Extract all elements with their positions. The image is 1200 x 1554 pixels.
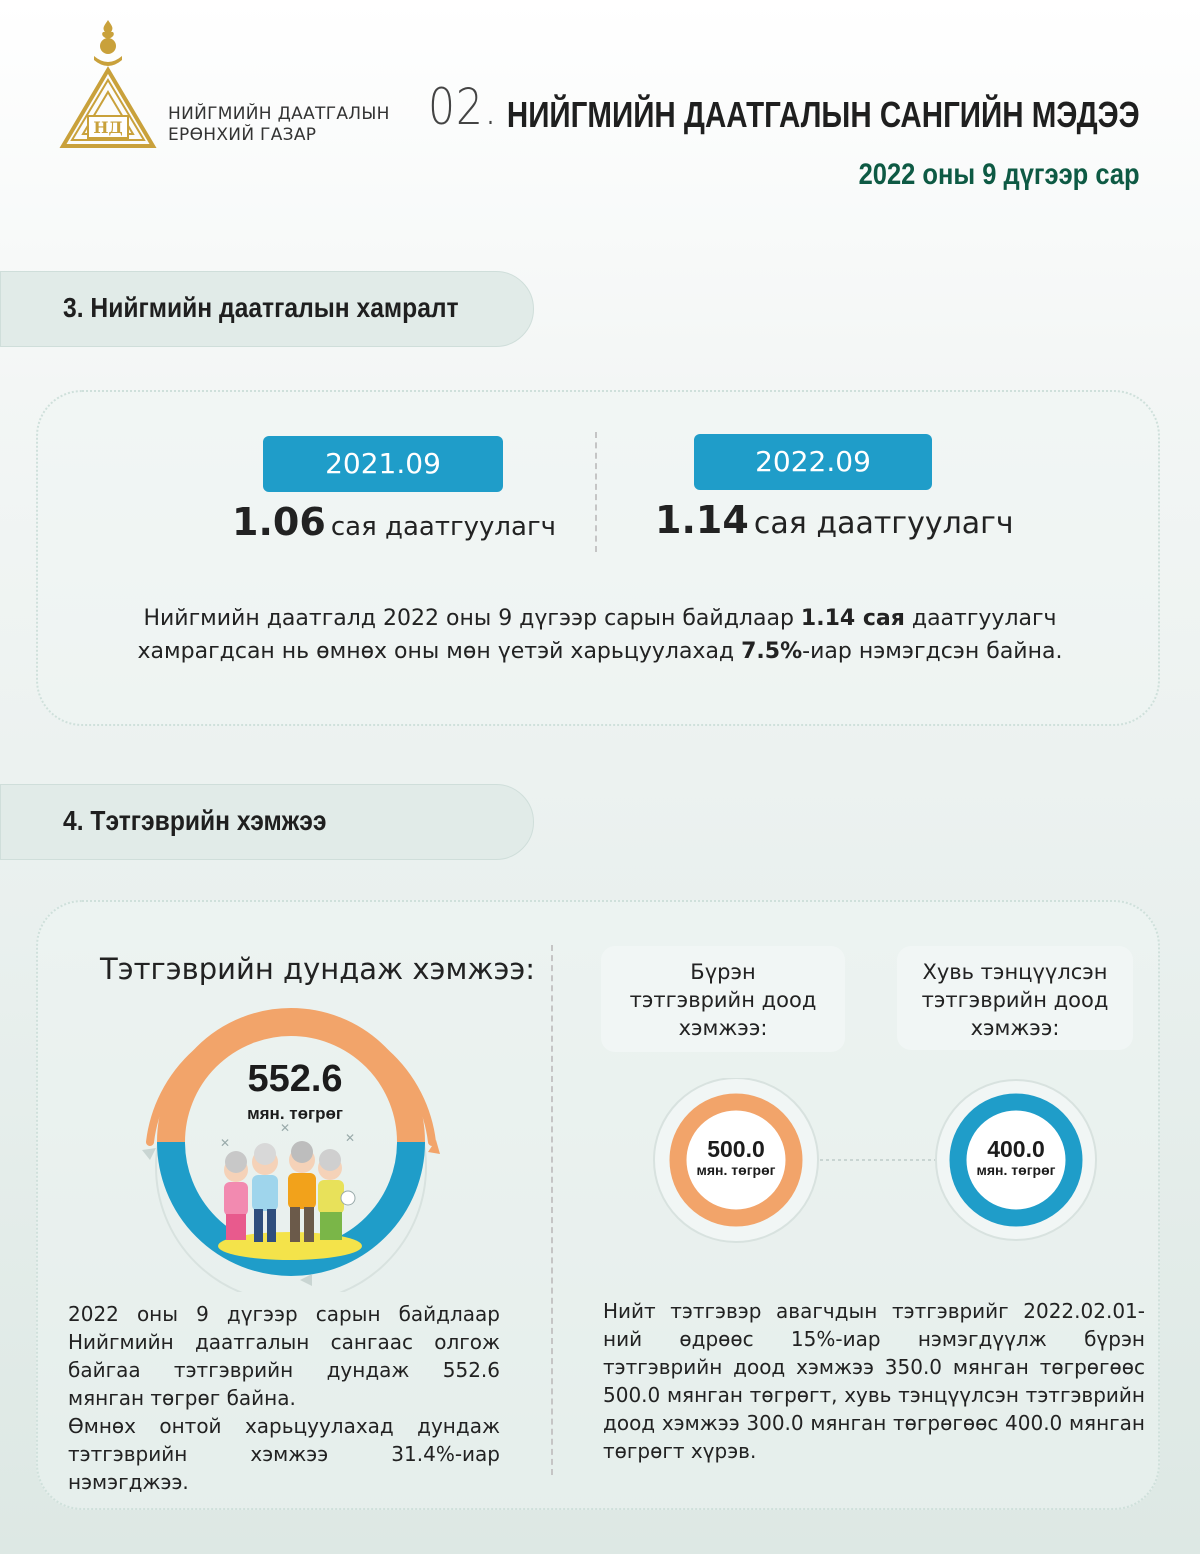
coverage-2022-value: 1.14 — [655, 498, 749, 542]
avg-pension-title: Тэтгэврийн дундаж хэмжээ: — [100, 952, 536, 986]
org-name-line2: ЕРӨНХИЙ ГАЗАР — [168, 125, 317, 145]
min-pension-paragraph: Нийт тэтгэвэр авагчдын тэтгэврийг 2022.02.01-ний өдрөөс 15%-иар нэмэгдүүлж бүрэн тэтгэврийн доод хэмжээ 350.0 мянган төгрөгөөс 500.0 мянган төгрөгт, хувь тэнцүүлсэн тэтгэврийн доод хэмжээ 300.0 мянган төгрөгөөс 400.0 мянган төгрөгт хүрэв. — [603, 1299, 1145, 1463]
section3-header — [0, 271, 534, 347]
page-title: НИЙГМИЙН ДААТГАЛЫН САНГИЙН МЭДЭЭ — [507, 94, 1140, 135]
section3-heading: 3. Нийгмийн даатгалын хамралт — [63, 292, 459, 323]
avg-pension-value: 552.6 — [247, 1058, 343, 1100]
summary-bold-1: 1.14 сая — [800, 606, 905, 631]
coverage-2021-value: 1.06 — [232, 500, 326, 544]
avg-pension-unit: мян. төгрөг — [247, 1104, 343, 1123]
org-logo — [58, 18, 158, 153]
partial-min-label-line3: хэмжээ: — [970, 1016, 1060, 1040]
full-min-label-card — [601, 946, 845, 1052]
org-name — [168, 104, 390, 146]
year-badge-2021: 2021.09 — [263, 436, 503, 492]
coverage-2022 — [655, 498, 1014, 542]
coverage-summary — [80, 602, 1120, 668]
full-min-unit: мян. төгрөг — [696, 1162, 776, 1178]
year-badge-2022: 2022.09 — [694, 434, 932, 490]
coverage-panel — [36, 390, 1160, 726]
avg-pension-paragraph-2: Өмнөх онтой харьцуулахад дундаж тэтгэврийн хэмжээ 31.4%-иар нэмэгджээ. — [68, 1414, 500, 1494]
coverage-2022-unit: сая даатгуулагч — [753, 506, 1014, 541]
coverage-2021 — [232, 500, 556, 544]
org-name-line1: НИЙГМИЙН ДААТГАЛЫН — [168, 104, 390, 124]
svg-text:✕: ✕ — [345, 1131, 356, 1145]
report-date: 2022 оны 9 дүгээр сар — [859, 158, 1140, 191]
partial-min-value: 400.0 — [987, 1136, 1045, 1162]
summary-text-1: Нийгмийн даатгалд 2022 оны 9 дүгээр сарын байдлаар — [143, 606, 801, 631]
svg-text:НД: НД — [93, 118, 123, 137]
elderly-people-illustration — [224, 1141, 355, 1242]
section4-header — [0, 784, 534, 860]
svg-text:✕: ✕ — [220, 1136, 231, 1150]
full-min-value-block — [666, 1136, 806, 1178]
full-min-label-line3: хэмжээ: — [678, 1016, 768, 1040]
avg-pension-gauge — [140, 1002, 450, 1292]
section-number: 02. — [428, 78, 499, 136]
pension-divider — [551, 945, 553, 1475]
partial-min-value-block — [946, 1136, 1086, 1178]
section4-heading: 4. Тэтгэврийн хэмжээ — [63, 805, 327, 836]
full-min-label-line1: Бүрэн — [690, 960, 756, 984]
svg-text:✕: ✕ — [280, 1121, 291, 1135]
partial-min-label-line1: Хувь тэнцүүлсэн — [922, 960, 1108, 984]
divider — [595, 432, 597, 552]
full-min-label-line2: тэтгэврийн доод — [629, 988, 817, 1012]
summary-text-3: -иар нэмэгдсэн байна. — [802, 639, 1063, 664]
avg-pension-text — [68, 1300, 500, 1496]
partial-min-unit: мян. төгрөг — [976, 1162, 1056, 1178]
avg-pension-paragraph-1: 2022 оны 9 дүгээр сарын байдлаар Нийгмийн даатгалын сангаас олгож байгаа тэтгэврийн дундаж 552.6 мянган төгрөг байна. — [68, 1302, 500, 1410]
summary-text-2: даатгуулагч хамрагдсан нь өмнөх оны мөн үетэй харьцуулахад — [137, 606, 1057, 664]
full-min-value: 500.0 — [707, 1136, 765, 1162]
avg-pension-value-block — [205, 1058, 385, 1124]
partial-min-label-card — [897, 946, 1133, 1050]
summary-bold-2: 7.5% — [741, 639, 803, 664]
coverage-2021-unit: сая даатгуулагч — [330, 512, 556, 542]
partial-min-label-line2: тэтгэврийн доод — [921, 988, 1109, 1012]
